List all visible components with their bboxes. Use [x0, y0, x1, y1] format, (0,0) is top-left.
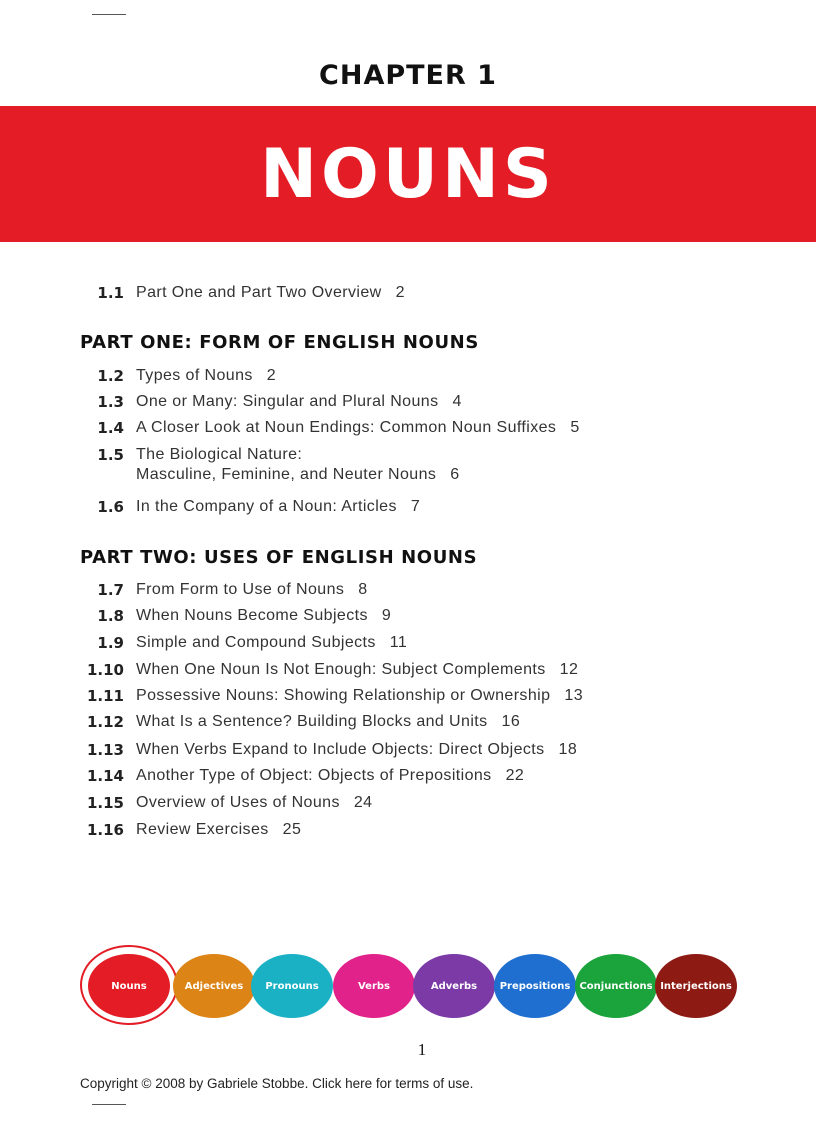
- toc-title: Another Type of Object: Objects of Prepositions 22: [136, 767, 525, 784]
- toc-page: 2: [266, 367, 277, 384]
- toc-title: Review Exercises 25: [136, 821, 302, 838]
- toc-number: 1.2: [97, 367, 124, 385]
- toc-title: Part One and Part Two Overview 2: [136, 284, 405, 301]
- toc-number: 1.8: [97, 607, 124, 625]
- toc-title: In the Company of a Noun: Articles 7: [136, 498, 421, 515]
- toc-entry-1-13[interactable]: [80, 740, 740, 760]
- toc-number: 1.16: [86, 821, 124, 839]
- part-two-heading: PART TWO: USES OF ENGLISH NOUNS: [80, 547, 478, 568]
- toc-title: From Form to Use of Nouns 8: [136, 581, 368, 598]
- parts-of-speech-nav: [78, 945, 738, 1027]
- nav-prepositions[interactable]: Prepositions: [494, 954, 576, 1018]
- toc-number: 1.11: [86, 687, 124, 705]
- crop-mark-top: [92, 14, 126, 15]
- toc-title: When One Noun Is Not Enough: Subject Complements 12: [136, 661, 579, 678]
- toc-title-line1: The Biological Nature:: [136, 446, 303, 463]
- toc-entry-1-9[interactable]: [80, 633, 740, 653]
- toc-number: 1.13: [86, 741, 124, 759]
- toc-page: 12: [559, 661, 579, 678]
- toc-number: 1.7: [97, 581, 124, 599]
- chapter-label: CHAPTER 1: [319, 60, 497, 91]
- toc-title: Possessive Nouns: Showing Relationship or Ownership 13: [136, 687, 583, 704]
- toc-page: 24: [353, 794, 373, 811]
- nav-nouns[interactable]: Nouns: [88, 954, 170, 1018]
- toc-number: 1.12: [86, 713, 124, 731]
- nav-adverbs[interactable]: Adverbs: [413, 954, 495, 1018]
- toc-entry-1-6[interactable]: [80, 497, 740, 517]
- toc-title: When Verbs Expand to Include Objects: Direct Objects 18: [136, 741, 578, 758]
- toc-number: 1.10: [86, 661, 124, 679]
- toc-page: 11: [389, 634, 408, 651]
- nav-interjections[interactable]: Interjections: [655, 954, 737, 1018]
- toc-page: 4: [452, 393, 462, 410]
- page-number: 1: [417, 1040, 427, 1059]
- toc-title: A Closer Look at Noun Endings: Common Noun Suffixes 5: [136, 419, 580, 436]
- toc-title: Types of Nouns 2: [136, 367, 277, 384]
- toc-entry-1-15[interactable]: [80, 793, 740, 813]
- toc-entry-1-8[interactable]: [80, 606, 740, 626]
- toc-entry-1-4[interactable]: [80, 418, 740, 438]
- toc-entry-1-11[interactable]: [80, 686, 740, 706]
- toc-number: 1.14: [86, 767, 124, 785]
- crop-mark-bottom: [92, 1104, 126, 1105]
- copyright-link[interactable]: Copyright © 2008 by Gabriele Stobbe. Click here for terms of use.: [80, 1076, 474, 1091]
- toc-entry-1-14[interactable]: [80, 766, 740, 786]
- toc-page: 16: [501, 713, 521, 730]
- toc-page: 2: [395, 284, 405, 301]
- nav-pronouns[interactable]: Pronouns: [251, 954, 333, 1018]
- toc-number: 1.3: [97, 393, 124, 411]
- toc-entry-1-16[interactable]: [80, 820, 740, 840]
- toc-number: 1.4: [97, 419, 124, 437]
- toc-title: Simple and Compound Subjects 11: [136, 634, 408, 651]
- toc-entry-1-1[interactable]: [80, 283, 740, 303]
- toc-title: One or Many: Singular and Plural Nouns 4: [136, 393, 462, 410]
- toc-title-line2: Masculine, Feminine, and Neuter Nouns 6: [136, 466, 460, 483]
- toc-page: 22: [505, 767, 525, 784]
- toc-number: 1.15: [86, 794, 124, 812]
- toc-entry-1-12[interactable]: [80, 712, 740, 732]
- toc-entry-1-7[interactable]: [80, 580, 740, 600]
- toc-number: 1.5: [97, 446, 124, 464]
- toc-entry-1-3[interactable]: [80, 392, 740, 412]
- toc-page: 9: [381, 607, 392, 624]
- nav-conjunctions[interactable]: Conjunctions: [575, 954, 657, 1018]
- toc-title: Overview of Uses of Nouns 24: [136, 794, 373, 811]
- toc-title: What Is a Sentence? Building Blocks and Units 16: [136, 713, 521, 730]
- toc-page: 25: [282, 821, 302, 838]
- toc-entry-1-10[interactable]: [80, 660, 740, 680]
- nav-verbs[interactable]: Verbs: [333, 954, 415, 1018]
- toc-title: When Nouns Become Subjects 9: [136, 607, 392, 624]
- toc-number: 1.6: [97, 498, 124, 516]
- toc-page: 18: [558, 741, 578, 758]
- toc-page: 8: [358, 581, 368, 598]
- toc-entry-1-2[interactable]: [80, 366, 740, 386]
- toc-page: 7: [410, 498, 421, 515]
- part-one-heading: PART ONE: FORM OF ENGLISH NOUNS: [80, 332, 479, 353]
- toc-entry-1-5[interactable]: [80, 445, 740, 487]
- toc-number: 1.1: [97, 284, 124, 302]
- toc-number: 1.9: [97, 634, 124, 652]
- toc-page: 5: [570, 419, 580, 436]
- chapter-title: NOUNS: [260, 135, 556, 214]
- toc-page: 13: [564, 687, 583, 704]
- toc-page: 6: [450, 466, 460, 483]
- nav-adjectives[interactable]: Adjectives: [173, 954, 255, 1018]
